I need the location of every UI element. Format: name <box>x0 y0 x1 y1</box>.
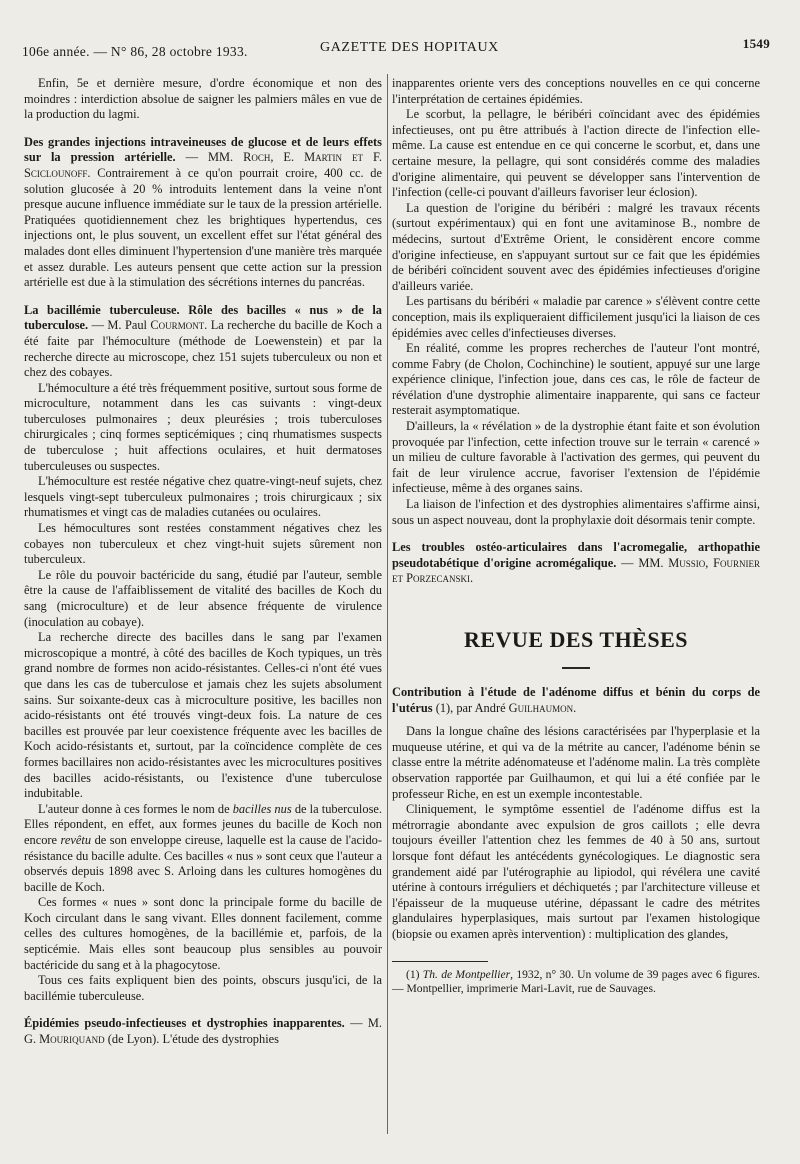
paragraph-recherche-directe: La recherche directe des bacilles dans le sang par l'examen microscopique a montré, à côté des bacilles de Koch typiques, un très grand nombre de formes non acido-résistantes. Celles-ci n'ont été vues que dans les cas de tuberculose et jamais chez les sujets absolument sains. Sur soixante-deux cas à microculture positive, les bacilles non acido-résistants ont été trouvés vingt-deux fois. La nature de ces bacilles est prouvée par leur coexistence fréquente avec les bacilles de Koch acido-résistants et, surtout, par la coïncidence complète de ces formes bacillaires non acido-résistantes avec les microcultures positives des bacilles acido-résistants, ou l'existence d'une tuberculose indubitable. <box>24 630 382 801</box>
paragraph-liaison: La liaison de l'infection et des dystrophies alimentaires s'affirme ainsi, sous un aspect nouveau, dont la prophylaxie doit désormais tenir compte. <box>392 497 760 527</box>
footnote <box>392 968 760 997</box>
italic-run: revêtu <box>60 832 92 847</box>
thesis-ref: (1), par André <box>432 700 509 715</box>
paragraph-hemoculture-negative: L'hémoculture est restée négative chez quatre-vingt-neuf sujets, chez lesquels vingt-sept tuberculeux pulmonaires ; trois chirurgicaux ; six rhumatismes et vingt cas de maladies cutanées ou oculaires. <box>24 474 382 520</box>
paragraph-en-realite: En réalité, comme les propres recherches de l'auteur l'ont montré, comme Fabry (de Cholon, Cochinchine) le soutient, appuyé sur une large expérience clinique, l'infection joue, dans ces cas, le rôle de facteur de révélation d'une dystrophie alimentaire inapparente, qui sans ce facteur resterait asymptomatique. <box>392 341 760 418</box>
paragraph-revelation: D'ailleurs, la « révélation » de la dystrophie étant faite et son évolution provoquée par l'infection, cette infection trouve sur le terrain « carencé » un milieu de culture favorable à l'activation des germes, qui peuvent du fait de leur virulence accrue, favoriser l'extension de l'épidémie infectieuse, même à des organes sains. <box>392 419 760 496</box>
paragraph-formes-nues: Ces formes « nues » sont donc la principale forme du bacille de Koch circulant dans le sang vivant. Elles donnent facilement, comme celles des cultures homogènes, de la bacillémie et, parfois, de la septicémie. Mais elles sont beaucoup plus sensibles au pouvoir bactéricide du sang et à la phagocytose. <box>24 895 382 972</box>
thesis-heading <box>392 685 760 716</box>
thesis-author: Guilhaumon. <box>508 700 577 715</box>
section-bacillemie-author: Courmont. <box>150 318 208 333</box>
section-epidemies-dash: — M. G. <box>24 1016 382 1047</box>
footnote-text: , 1932, n° 30. Un volume de 39 pages avec 6 figures. — Montpellier, imprimerie Mari-Lavit, rue de Sauvages. <box>392 967 761 995</box>
footnote-italic: Th. de Montpellier <box>422 967 511 981</box>
right-column <box>392 76 760 996</box>
paragraph-hemocultures-cobayes: Les hémocultures sont restées constamment négatives chez les cobayes non tuberculeux et chez vingt-huit sujets sûrement non tuberculeux. <box>24 521 382 567</box>
text-run: de son enveloppe cireuse, laquelle est la cause de l'acido-résistance du bacille adulte. Ces bacilles « nus » sont ceux que l'auteur a observés depuis 1898 avec S. Arloing dans les cultures homogènes du bacille de Koch. <box>24 832 383 894</box>
column-divider <box>387 74 388 1134</box>
section-epidemies-text: (de Lyon). L'étude des dystrophies <box>104 1032 279 1047</box>
section-glucose-title: Des grandes injections intraveineuses de glucose et de leurs effets sur la pression artérielle. <box>24 134 382 165</box>
paragraph-partisans: Les partisans du béribéri « maladie par carence » s'élèvent contre cette conception, mais ils expliqueraient difficilement jusqu'ici la liaison de ces épidémies avec celles d'infectieuses diverses. <box>392 294 760 340</box>
paragraph-hemoculture-positive: L'hémoculture a été très fréquemment positive, surtout sous forme de microculture, notamment dans les cas suivants : vingt-deux tuberculoses pulmonaires ; deux pleurésies ; trois tuberculoses chirurgicales ; cinq formes septicémiques ; cinq rhumatismes suspects de tuberculose ; huit affections oculaires, et huit dermatoses tuberculeuses ou suspectes. <box>24 380 382 473</box>
section-bacillemie-dash: — M. Paul <box>88 318 151 333</box>
section-glucose <box>24 135 382 291</box>
section-bacillemie-title: La bacillémie tuberculeuse. Rôle des bacilles « nus » de la tuberculose. <box>24 302 382 333</box>
section-epidemies-title: Épidémies pseudo-infectieuses et dystrophies inapparentes. <box>24 1016 345 1031</box>
page-number: 1549 <box>742 36 770 51</box>
footnote-rule <box>392 961 488 962</box>
paragraph-scorbut: Le scorbut, la pellagre, le béribéri coïncidant avec des épidémies infectieuses, ont pu être attribués à l'action directe de l'infection elle-même. La cause est entendue en ce qui concerne le scorbut, et, dans une certaine mesure, la pellagre, qui sont considérés comme des maladies d'origine alimentaire, qui peuvent se développer sans l'intervention de l'infection (celle-ci pouvant d'ailleurs favoriser leur éclosion). <box>392 107 760 200</box>
revue-des-theses-heading: REVUE DES THÈSES <box>463 627 688 652</box>
issue-line: 106e année. — N° 86, 28 octobre 1933. <box>22 44 248 59</box>
section-glucose-text: Contrairement à ce qu'on pourrait croire, 400 cc. de solution glucosée à 20 % introduits lentement dans la veine n'ont presque aucune influence immédiate sur le taux de la pression artérielle. Pratiquées quotidiennement chez les brightiques hypertendus, ces injections ont, le plus souvent, un excellent effet sur l'état général des malades dont elles diminuent l'hypertension d'une manière très marquée et assez durable. Les auteurs pensent que cette action sur la pression artérielle est due à la stimulation des sécrétions internes du pancréas. <box>24 165 382 290</box>
section-bacillemie <box>24 303 382 381</box>
section-acromegalie-dash: — MM. <box>616 555 669 570</box>
text-run: L'auteur donne à ces formes le nom de <box>38 801 233 816</box>
section-glucose-dash: — MM. <box>175 150 244 165</box>
paragraph-pouvoir-bactericide: Le rôle du pouvoir bactéricide du sang, étudié par l'auteur, semble être la cause de l'affaiblissement de vitalité des bacilles de Koch du sang (microculture) et de leur absence fréquente de virulence (inoculation au cobaye). <box>24 567 382 629</box>
text-run: de la tuberculose. Elles répondent, en effet, aux formes jeunes du bacille de Koch non encore <box>24 801 382 847</box>
italic-run: bacilles nus <box>232 801 292 816</box>
thesis-title: Contribution à l'étude de l'adénome diffus et bénin du corps de l'utérus <box>392 685 760 715</box>
heading-rule <box>562 667 590 669</box>
paragraph-conclusion: Tous ces faits expliquent bien des points, obscurs jusqu'ici, de la bacillémie tuberculeuse. <box>24 973 382 1003</box>
left-column <box>24 76 382 1048</box>
section-acromegalie-title: Les troubles ostéo-articulaires dans l'acromegalie, arthopathie pseudotabétique d'origine acromégalique. <box>392 540 760 570</box>
section-bacillemie-text: La recherche du bacille de Koch a été faite par l'hémoculture (méthode de Loewenstein) et par la recherche directe au microscope, chez 151 sujets tuberculeux ou non et chez des cobayes. <box>24 318 382 380</box>
section-epidemies-author: Mouriquand <box>39 1032 105 1047</box>
paragraph-thesis-clinique: Cliniquement, le symptôme essentiel de l'adénome diffus est la métrorragie abondante avec expulsion de gros caillots ; elle devra toujours éveiller l'attention chez les femmes de 40 à 50 ans, surtout lorsque font défaut les antécédents gynécologiques. Le diagnostic sera grandement aidé par l'utérographie au lipiodol, qui révélera une cavité utérine à contours irréguliers et déchiquetés ; par l'architecture villeuse et l'épaisseur de la muqueuse utérine, dépassant le cadre des métrites glandulaires hyperplasiques, mais surtout par l'examen histologique (biopsie ou examen après intervention) : multiplication des glandes, <box>392 802 760 941</box>
paragraph-continuation: inapparentes oriente vers des conceptions nouvelles en ce qui concerne l'interprétation de certaines épidémies. <box>392 76 760 106</box>
section-epidemies <box>24 1016 382 1047</box>
page-header <box>22 36 770 62</box>
paragraph-bacilles-nus <box>24 802 382 896</box>
journal-title: GAZETTE DES HOPITAUX <box>320 40 499 55</box>
paragraph-thesis-intro: Dans la longue chaîne des lésions caractérisées par l'hyperplasie et la muqueuse utérine, et qui va de la métrite au cancer, l'adénome bénin se classe entre la métrite adénomateuse et l'adénome malin. La très complète observation rapportée par Guilhaumon, et qui lui a été confiée par le professeur Riche, en est un exemple incontestable. <box>392 724 760 801</box>
section-glucose-authors: Roch, E. Martin et F. Sciclounoff. <box>24 150 382 180</box>
footnote-number: (1) <box>406 967 423 981</box>
section-acromegalie-authors: Mussio, Fournier et Porzecanski. <box>392 555 760 586</box>
section-acromegalie <box>392 540 760 587</box>
paragraph-beriberi-origine: La question de l'origine du béribéri : malgré les travaux récents (surtout expérimentaux) qui en font une avitaminose B., nombre de médecins, surtout d'Extrême Orient, le considèrent encore comme d'origine infectieuse, en s'appuyant surtout sur ce fait que les épidémies de béribéri coïncident souvent avec des épidémies infectieuses d'origine d'ailleurs variée. <box>392 200 760 293</box>
paragraph-enfin: Enfin, 5e et dernière mesure, d'ordre économique et non des moindres : interdiction absolue de saigner les palmiers mâles en vue de la production du lagmi. <box>24 76 382 122</box>
